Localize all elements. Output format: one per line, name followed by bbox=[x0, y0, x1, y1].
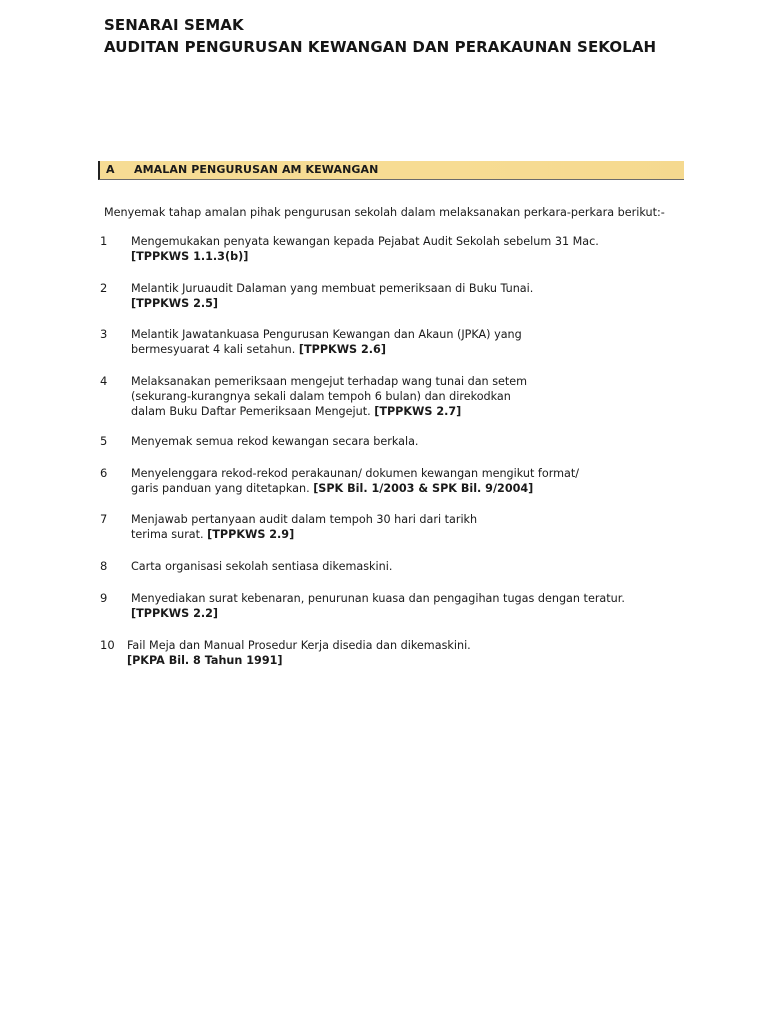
item-text bbox=[127, 638, 471, 668]
item-number: 4 bbox=[100, 374, 108, 388]
item-reference: [TPPKWS 2.5] bbox=[131, 297, 219, 310]
item-line: (sekurang-kurangnya sekali dalam tempoh 6 bulan) dan direkodkan bbox=[131, 390, 511, 403]
intro-text: Menyemak tahap amalan pihak pengurusan sekolah dalam melaksanakan perkara-perkara berikut:- bbox=[104, 206, 665, 219]
document-title-line-1: SENARAI SEMAK bbox=[104, 16, 244, 34]
item-reference: [PKPA Bil. 8 Tahun 1991] bbox=[127, 654, 283, 667]
item-number: 8 bbox=[100, 559, 108, 573]
item-text bbox=[131, 512, 477, 542]
item-line: Melantik Jawatankuasa Pengurusan Kewangan dan Akaun (JPKA) yang bbox=[131, 328, 522, 341]
item-line-text: garis panduan yang ditetapkan. bbox=[131, 482, 310, 495]
item-line bbox=[131, 527, 477, 542]
item-text bbox=[131, 466, 579, 496]
item-number: 2 bbox=[100, 281, 108, 295]
item-reference: [TPPKWS 1.1.3(b)] bbox=[131, 250, 249, 263]
item-line: Menyediakan surat kebenaran, penurunan kuasa dan pengagihan tugas dengan teratur. bbox=[131, 592, 625, 605]
item-text bbox=[131, 234, 599, 264]
item-text bbox=[131, 591, 625, 621]
document-title bbox=[104, 14, 656, 58]
item-reference: [SPK Bil. 1/2003 & SPK Bil. 9/2004] bbox=[313, 482, 534, 495]
item-line-text: dalam Buku Daftar Pemeriksaan Mengejut. bbox=[131, 405, 371, 418]
item-text bbox=[131, 281, 533, 311]
item-text bbox=[131, 327, 522, 357]
item-line bbox=[131, 404, 527, 419]
item-number: 1 bbox=[100, 234, 108, 248]
item-line: Menjawab pertanyaan audit dalam tempoh 30 hari dari tarikh bbox=[131, 513, 478, 526]
item-line bbox=[131, 342, 522, 357]
section-title: AMALAN PENGURUSAN AM KEWANGAN bbox=[134, 163, 379, 176]
document-title-line-2: AUDITAN PENGURUSAN KEWANGAN DAN PERAKAUNAN SEKOLAH bbox=[104, 38, 657, 56]
item-number: 6 bbox=[100, 466, 108, 480]
item-line: Mengemukakan penyata kewangan kepada Pejabat Audit Sekolah sebelum 31 Mac. bbox=[131, 235, 599, 248]
item-text bbox=[131, 374, 527, 419]
item-number: 3 bbox=[100, 327, 108, 341]
item-reference: [TPPKWS 2.7] bbox=[374, 405, 462, 418]
item-number: 7 bbox=[100, 512, 108, 526]
item-line: Carta organisasi sekolah sentiasa dikemaskini. bbox=[131, 560, 393, 573]
item-line-text: bermesyuarat 4 kali setahun. bbox=[131, 343, 296, 356]
item-reference: [TPPKWS 2.2] bbox=[131, 607, 219, 620]
item-text bbox=[131, 559, 392, 574]
item-reference: [TPPKWS 2.6] bbox=[298, 343, 386, 356]
item-reference: [TPPKWS 2.9] bbox=[207, 528, 295, 541]
item-text bbox=[131, 434, 418, 449]
item-line: Menyemak semua rekod kewangan secara berkala. bbox=[131, 435, 419, 448]
item-number: 10 bbox=[100, 638, 115, 652]
item-line-text: terima surat. bbox=[131, 528, 204, 541]
section-letter: A bbox=[106, 163, 115, 176]
item-line: Fail Meja dan Manual Prosedur Kerja disedia dan dikemaskini. bbox=[127, 639, 471, 652]
item-line: Melantik Juruaudit Dalaman yang membuat pemeriksaan di Buku Tunai. bbox=[131, 282, 534, 295]
item-number: 5 bbox=[100, 434, 108, 448]
item-line: Menyelenggara rekod-rekod perakaunan/ dokumen kewangan mengikut format/ bbox=[131, 467, 580, 480]
item-line bbox=[131, 481, 579, 496]
section-a-header bbox=[98, 161, 684, 180]
item-line: Melaksanakan pemeriksaan mengejut terhadap wang tunai dan setem bbox=[131, 375, 528, 388]
item-number: 9 bbox=[100, 591, 108, 605]
